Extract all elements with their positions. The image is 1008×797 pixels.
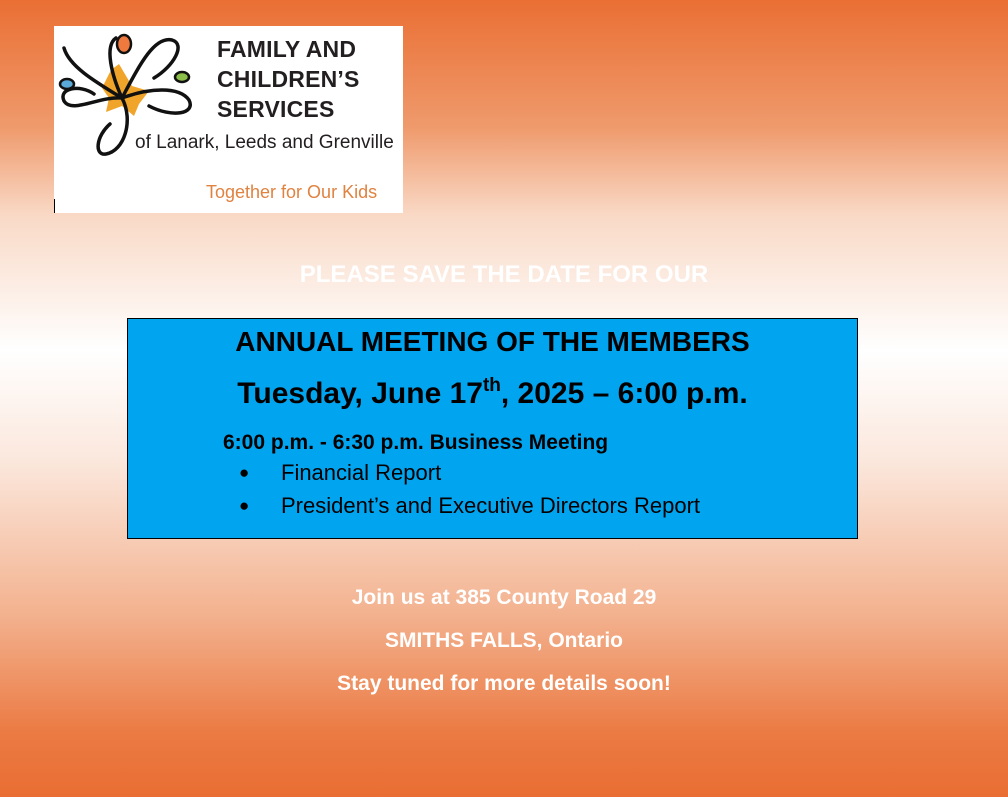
logo-line-2: CHILDREN’S	[217, 66, 360, 92]
logo-tagline: Together for Our Kids	[206, 182, 378, 202]
logo-wordmark	[217, 34, 402, 124]
location-address: Join us at 385 County Road 29	[351, 586, 657, 609]
meeting-date-time: , 2025 – 6:00 p.m.	[500, 377, 748, 410]
meeting-info-box	[127, 318, 858, 539]
meeting-date-main: Tuesday, June 17	[237, 377, 483, 410]
bullet-icon: ●	[239, 463, 250, 482]
bullet-icon: ●	[239, 496, 250, 515]
meeting-date-ordinal: th	[482, 375, 501, 396]
logo-line-1: FAMILY AND	[217, 36, 357, 62]
agenda-item-label: Financial Report	[281, 460, 442, 485]
agenda-item-label: President’s and Executive Directors Report	[281, 493, 701, 518]
logo-divider	[54, 199, 55, 213]
stay-tuned-note: Stay tuned for more details soon!	[337, 672, 671, 695]
meeting-title: ANNUAL MEETING OF THE MEMBERS	[235, 326, 750, 357]
logo-line-3: SERVICES	[217, 96, 335, 122]
business-meeting-time: 6:00 p.m. - 6:30 p.m. Business Meeting	[223, 431, 609, 454]
meeting-date	[128, 377, 857, 411]
organization-logo	[54, 26, 403, 213]
logo-subtitle: of Lanark, Leeds and Grenville	[135, 132, 394, 153]
save-the-date-heading: PLEASE SAVE THE DATE FOR OUR	[299, 261, 709, 288]
location-city: SMITHS FALLS, Ontario	[384, 629, 623, 652]
